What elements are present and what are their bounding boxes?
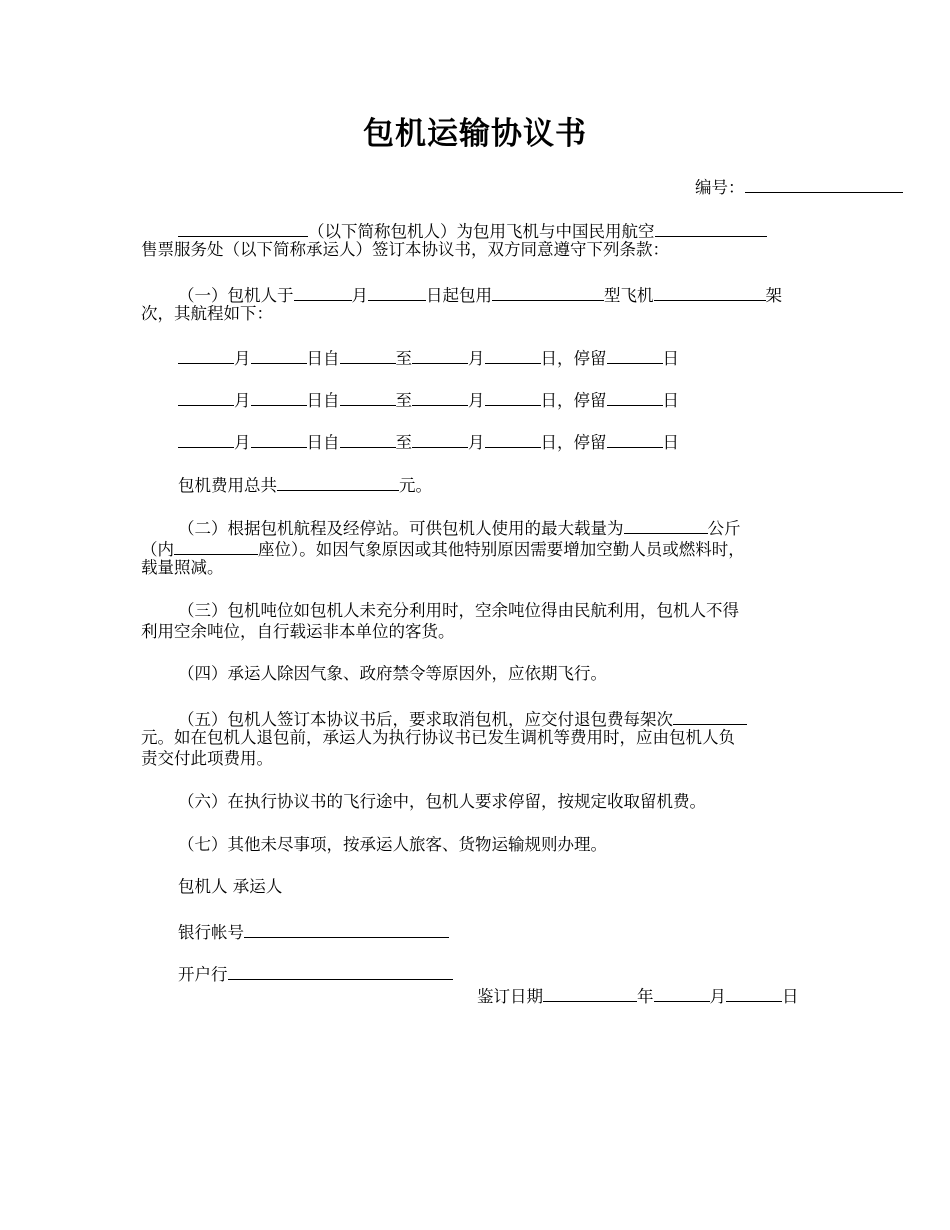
document-title: 包机运输协议书 bbox=[363, 116, 587, 152]
itinerary-to-blank[interactable] bbox=[412, 345, 468, 364]
clause-1-line-2: 次，其航程如下： bbox=[141, 304, 273, 323]
clause-1-line-1: （一）包机人于 月 日起包用 型飞机 架 bbox=[178, 282, 782, 306]
intro-text-1: （以下简称包机人）为包用飞机与中国民用航空 bbox=[308, 222, 655, 241]
itinerary-month-blank[interactable] bbox=[178, 345, 234, 364]
itinerary-from-blank[interactable] bbox=[340, 387, 396, 406]
seats-blank[interactable] bbox=[174, 536, 258, 555]
clause-2-line-1: （二）根据包机航程及经停站。可供包机人使用的最大载量为 公斤 bbox=[178, 515, 741, 539]
itinerary-stay-blank[interactable] bbox=[607, 345, 663, 364]
bank-account-blank[interactable] bbox=[244, 919, 449, 938]
sign-month-blank[interactable] bbox=[654, 983, 710, 1002]
itinerary-day2-blank[interactable] bbox=[485, 345, 541, 364]
clause-3-line-1: （三）包机吨位如包机人未充分利用时，空余吨位得由民航利用，包机人不得 bbox=[178, 601, 739, 620]
clause-2-line-3: 载量照减。 bbox=[141, 558, 224, 577]
cancel-fee-blank[interactable] bbox=[673, 706, 747, 725]
clause-4-line-1: （四）承运人除因气象、政府禁令等原因外，应依期飞行。 bbox=[178, 664, 607, 683]
max-load-blank[interactable] bbox=[624, 515, 708, 534]
sign-day-blank[interactable] bbox=[726, 983, 782, 1002]
itinerary-row: 月 日自 至 月 日，停留 日 bbox=[178, 387, 679, 411]
sign-date-line: 鉴订日期 年 月 日 bbox=[477, 983, 799, 1007]
aircraft-count-blank[interactable] bbox=[654, 282, 766, 301]
airline-name-blank[interactable] bbox=[655, 218, 767, 237]
clause-5-line-1: （五）包机人签订本协议书后，要求取消包机，应交付退包费每架次 bbox=[178, 706, 747, 730]
itinerary-from-blank[interactable] bbox=[340, 429, 396, 448]
itinerary-day2-blank[interactable] bbox=[485, 387, 541, 406]
itinerary-stay-blank[interactable] bbox=[607, 387, 663, 406]
itinerary-day-blank[interactable] bbox=[251, 345, 307, 364]
itinerary-day-blank[interactable] bbox=[251, 429, 307, 448]
start-day-blank[interactable] bbox=[368, 282, 426, 301]
intro-line-2: 售票服务处（以下简称承运人）签订本协议书，双方同意遵守下列条款： bbox=[141, 240, 669, 259]
document-number bbox=[695, 174, 903, 198]
itinerary-to-blank[interactable] bbox=[412, 387, 468, 406]
aircraft-type-blank[interactable] bbox=[492, 282, 604, 301]
sign-year-blank[interactable] bbox=[543, 983, 637, 1002]
itinerary-day2-blank[interactable] bbox=[485, 429, 541, 448]
clause-2-line-2: （内 座位）。如因气象原因或其他特别原因需要增加空勤人员或燃料时， bbox=[141, 536, 745, 560]
fee-amount-blank[interactable] bbox=[277, 472, 399, 491]
itinerary-row: 月 日自 至 月 日，停留 日 bbox=[178, 345, 679, 369]
bank-account-line: 银行帐号 bbox=[178, 919, 449, 943]
signature-parties: 包机人 承运人 bbox=[178, 877, 283, 896]
itinerary-to-blank[interactable] bbox=[412, 429, 468, 448]
itinerary-month-blank[interactable] bbox=[178, 387, 234, 406]
bank-name-blank[interactable] bbox=[228, 961, 453, 980]
number-blank[interactable] bbox=[745, 174, 903, 193]
clause-5-line-3: 责交付此项费用。 bbox=[141, 749, 273, 768]
bank-line: 开户行 bbox=[178, 961, 453, 985]
start-month-blank[interactable] bbox=[294, 282, 352, 301]
itinerary-day-blank[interactable] bbox=[251, 387, 307, 406]
clause-3-line-2: 利用空余吨位，自行载运非本单位的客货。 bbox=[141, 622, 455, 641]
clause-5-line-2: 元。如在包机人退包前，承运人为执行协议书已发生调机等费用时，应由包机人负 bbox=[141, 728, 735, 747]
number-label: 编号： bbox=[695, 178, 745, 197]
clause-7-line-1: （七）其他未尽事项，按承运人旅客、货物运输规则办理。 bbox=[178, 835, 607, 854]
itinerary-row: 月 日自 至 月 日，停留 日 bbox=[178, 429, 679, 453]
itinerary-stay-blank[interactable] bbox=[607, 429, 663, 448]
fee-line: 包机费用总共 元。 bbox=[178, 472, 432, 496]
itinerary-from-blank[interactable] bbox=[340, 345, 396, 364]
charterer-name-blank[interactable] bbox=[178, 218, 308, 237]
itinerary-month-blank[interactable] bbox=[178, 429, 234, 448]
clause-6-line-1: （六）在执行协议书的飞行途中，包机人要求停留，按规定收取留机费。 bbox=[178, 792, 706, 811]
